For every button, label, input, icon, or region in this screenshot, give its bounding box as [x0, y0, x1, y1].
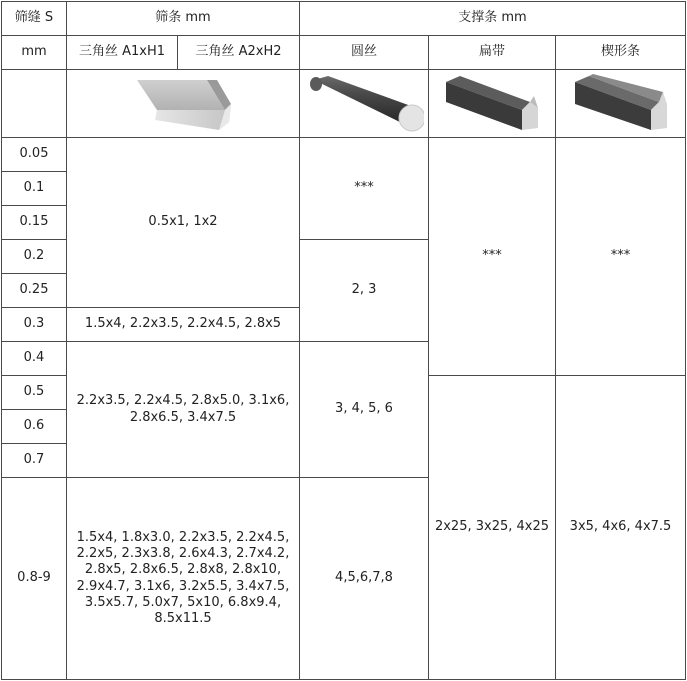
wedge-bar-image-cell	[556, 70, 686, 138]
screen-bar-line: 2.9x4.7, 3.1x6, 3.2x5.5, 3.4x7.5,	[76, 578, 290, 594]
screen-bar-group-3	[67, 342, 300, 478]
flat-strip-label: 扁带	[478, 44, 505, 60]
image-row-blank	[2, 70, 67, 138]
screen-bar-group-2	[67, 308, 300, 342]
gap-cell-0.3	[2, 308, 67, 342]
gap-value: 0.8-9	[17, 570, 51, 586]
wedge-bar-values: ***	[610, 248, 631, 264]
round-wire-values: 2, 3	[351, 282, 377, 298]
screen-bar-line: 2.8x6.5, 3.4x7.5	[129, 409, 237, 425]
flat-strip-values: 2x25, 3x25, 4x25	[434, 519, 550, 535]
flat-strip-bar-icon	[442, 74, 542, 134]
gap-value: 0.5	[23, 384, 45, 400]
gap-value: 0.15	[19, 214, 49, 230]
gap-header-top	[2, 2, 67, 36]
flat-strip-values: ***	[482, 248, 502, 264]
gap-value: 0.25	[19, 282, 49, 298]
wedge-bar-values: 3x5, 4x6, 4x7.5	[569, 519, 672, 535]
gap-header-unit	[2, 36, 67, 70]
gap-cell-0.2	[2, 240, 67, 274]
gap-value: 0.7	[23, 452, 45, 468]
gap-cell-0.8-9	[2, 478, 67, 680]
round-wire-group-4	[300, 478, 429, 680]
wedge-bar-icon	[571, 74, 671, 134]
wire-spec-table	[1, 1, 686, 680]
flat-strip-group-1	[429, 138, 556, 376]
support-bar-header	[300, 2, 686, 36]
wedge-bar-group-2	[556, 376, 686, 680]
screen-bar-group-4	[67, 478, 300, 680]
wedge-bar-group-1	[556, 138, 686, 376]
gap-cell-0.7	[2, 444, 67, 478]
round-wire-values: 4,5,6,7,8	[335, 570, 393, 586]
screen-bar-line: 2.2x3.5, 2.2x4.5, 2.8x5.0, 3.1x6,	[76, 393, 290, 409]
gap-cell-0.25	[2, 274, 67, 308]
round-wire-rod-icon	[304, 74, 424, 134]
round-wire-values: 3, 4, 5, 6	[335, 401, 393, 417]
triangle-a2-header	[178, 36, 300, 70]
gap-value: 0.4	[23, 350, 45, 366]
triangle-a1-header	[67, 36, 178, 70]
wedge-bar-label: 楔形条	[600, 44, 640, 60]
screen-bar-header-label: 筛条 mm	[155, 10, 211, 26]
screen-bar-values: 0.5x1, 1x2	[148, 214, 218, 230]
gap-value: 0.05	[19, 146, 49, 162]
gap-header-unit-label: mm	[21, 44, 47, 60]
screen-bar-header	[67, 2, 300, 36]
gap-value: 0.3	[23, 316, 45, 332]
gap-value: 0.6	[23, 418, 45, 434]
screen-bar-line: 1.5x4, 1.8x3.0, 2.2x3.5, 2.2x4.5,	[76, 529, 290, 545]
wedge-bar-header	[556, 36, 686, 70]
gap-value: 0.1	[23, 180, 45, 196]
screen-bar-line: 2.2x5, 2.3x3.8, 2.6x4.3, 2.7x4.2,	[76, 546, 290, 561]
gap-value: 0.2	[23, 248, 45, 264]
gap-cell-0.6	[2, 410, 67, 444]
triangle-a2-label: 三角丝 A2xH2	[195, 44, 282, 60]
gap-cell-0.15	[2, 206, 67, 240]
round-wire-group-3	[300, 342, 429, 478]
screen-bar-line: 3.5x5.7, 5.0x7, 5x10, 6.8x9.4,	[84, 594, 282, 610]
screen-bar-line: 8.5x11.5	[154, 611, 212, 626]
support-bar-header-label: 支撑条 mm	[458, 10, 527, 26]
gap-cell-0.4	[2, 342, 67, 376]
triangle-a1-label: 三角丝 A1xH1	[78, 44, 166, 60]
round-wire-header	[300, 36, 429, 70]
flat-strip-image-cell	[429, 70, 556, 138]
triangle-image-cell	[67, 70, 300, 138]
round-wire-image-cell	[300, 70, 429, 138]
gap-cell-0.1	[2, 172, 67, 206]
round-wire-group-1	[300, 138, 429, 240]
screen-bar-line: 2.8x5, 2.8x6.5, 2.8x8, 2.8x10,	[84, 562, 282, 578]
triangular-wedge-wire-icon	[133, 74, 233, 134]
gap-cell-0.05	[2, 138, 67, 172]
flat-strip-group-2	[429, 376, 556, 680]
round-wire-label: 圆丝	[350, 44, 377, 60]
round-wire-group-2	[300, 240, 429, 342]
flat-strip-header	[429, 36, 556, 70]
round-wire-values: ***	[354, 180, 374, 196]
gap-cell-0.5	[2, 376, 67, 410]
screen-bar-group-1	[67, 138, 300, 308]
gap-header-label: 筛缝 S	[14, 10, 54, 26]
screen-bar-values: 1.5x4, 2.2x3.5, 2.2x4.5, 2.8x5	[84, 316, 282, 332]
